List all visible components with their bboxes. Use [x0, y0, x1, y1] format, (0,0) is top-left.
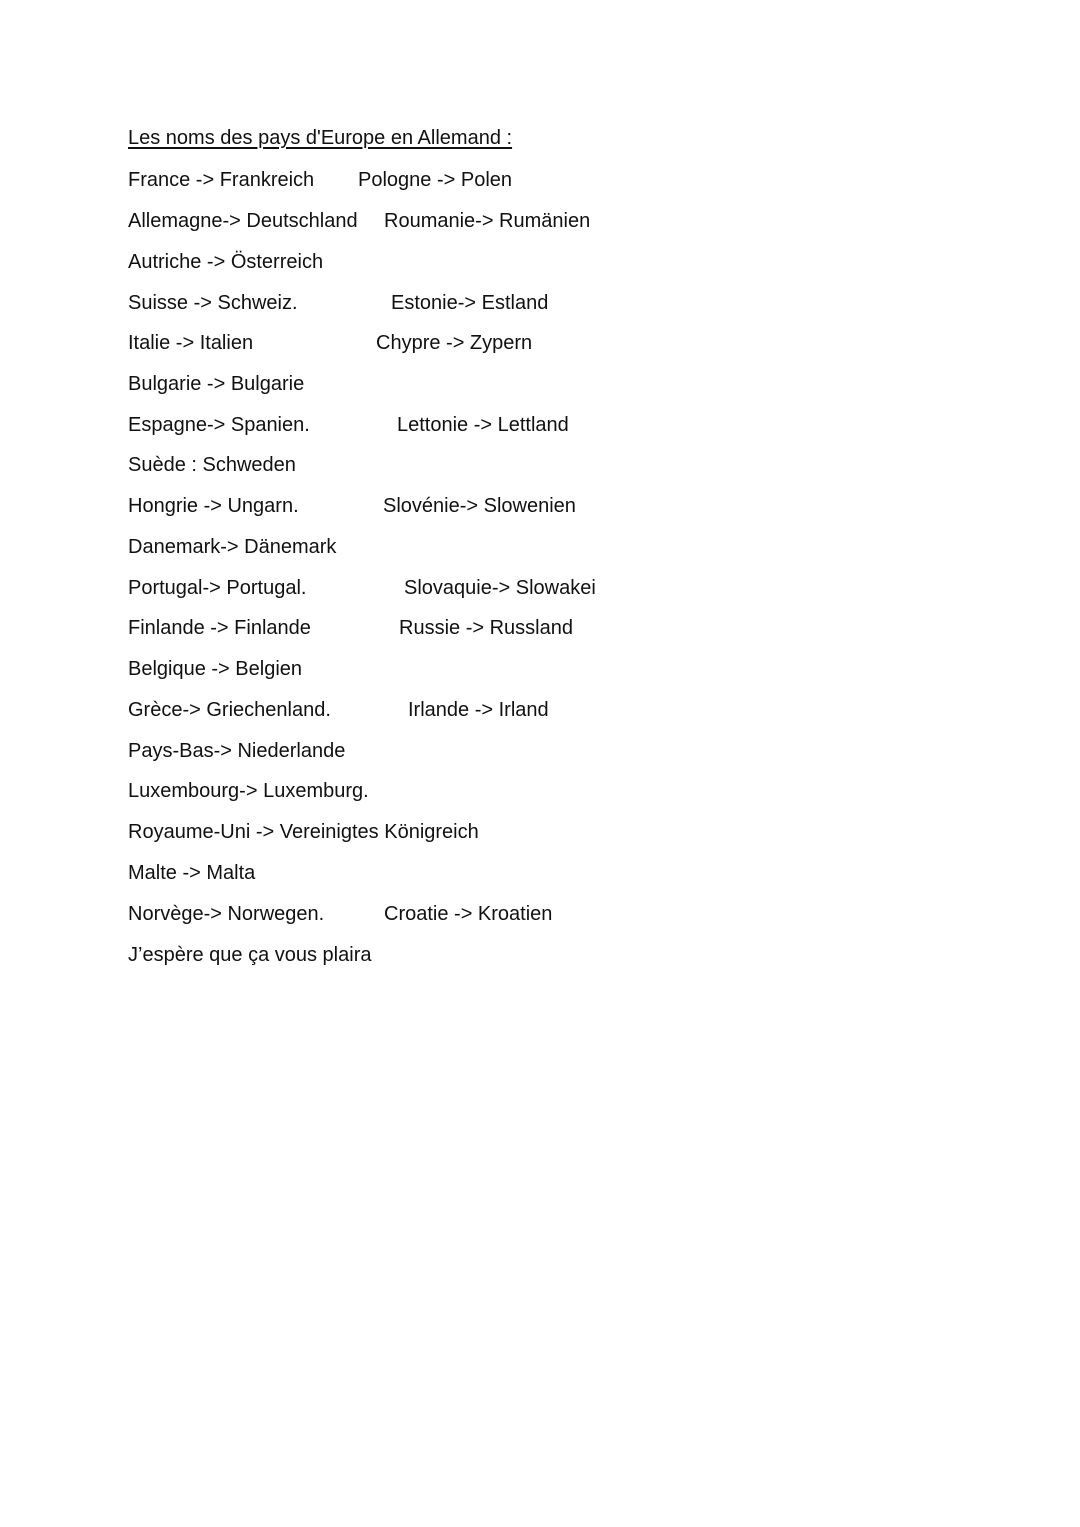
row-left-13: Belgique -> Belgien — [128, 658, 303, 680]
row-left-17: Royaume-Uni -> Vereinigtes Königreich — [128, 821, 479, 843]
row-left-9: Hongrie -> Ungarn. — [128, 495, 299, 517]
row-right-4: Estonie-> Estland — [391, 292, 549, 314]
row-left-7: Espagne-> Spanien. — [128, 414, 310, 436]
row-left-5: Italie -> Italien — [128, 332, 254, 354]
row-left-4: Suisse -> Schweiz. — [128, 292, 298, 314]
row-right-7: Lettonie -> Lettland — [397, 414, 569, 436]
row-left-2: Allemagne-> Deutschland — [128, 210, 358, 232]
row-right-12: Russie -> Russland — [399, 617, 573, 639]
row-left-18: Malte -> Malta — [128, 862, 256, 884]
row-left-8: Suède : Schweden — [128, 454, 296, 476]
closing-line: J’espère que ça vous plaira — [128, 944, 372, 966]
row-right-14: Irlande -> Irland — [408, 699, 549, 721]
row-right-2: Roumanie-> Rumänien — [384, 210, 591, 232]
row-left-19: Norvège-> Norwegen. — [128, 903, 325, 925]
document-title: Les noms des pays d'Europe en Allemand : — [128, 127, 513, 149]
row-right-9: Slovénie-> Slowenien — [383, 495, 576, 517]
row-left-1: France -> Frankreich — [128, 169, 315, 191]
row-right-11: Slovaquie-> Slowakei — [404, 577, 596, 599]
row-left-12: Finlande -> Finlande — [128, 617, 311, 639]
row-left-11: Portugal-> Portugal. — [128, 577, 307, 599]
row-left-3: Autriche -> Österreich — [128, 251, 324, 273]
row-left-16: Luxembourg-> Luxemburg. — [128, 780, 369, 802]
row-left-6: Bulgarie -> Bulgarie — [128, 373, 305, 395]
row-left-15: Pays-Bas-> Niederlande — [128, 740, 346, 762]
row-left-10: Danemark-> Dänemark — [128, 536, 337, 558]
row-right-1: Pologne -> Polen — [358, 169, 513, 191]
row-right-19: Croatie -> Kroatien — [384, 903, 553, 925]
row-right-5: Chypre -> Zypern — [376, 332, 533, 354]
row-left-14: Grèce-> Griechenland. — [128, 699, 331, 721]
